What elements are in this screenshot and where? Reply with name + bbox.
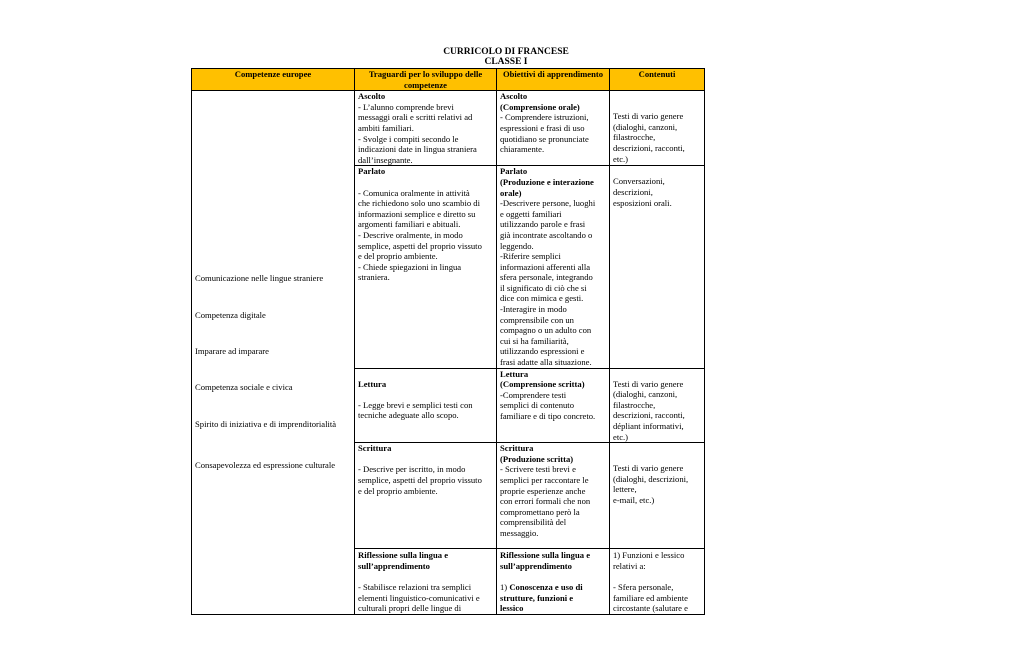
text-line: cui si ha familiarità, [500, 335, 569, 346]
header-competenze: Competenze europee [192, 69, 355, 91]
text-line: - Descrive oralmente, in modo [358, 229, 463, 240]
bold-text: strutture, funzioni e [500, 592, 574, 603]
text-line: 1) Funzioni e lessico [613, 550, 685, 561]
obiettivi-ascolto-subtitle: (Comprensione orale) [500, 101, 580, 112]
text-line: che richiedono solo uno scambio di [358, 198, 480, 209]
text-line: argomenti familiari e abituali. [358, 219, 461, 230]
obiettivi-scrittura [497, 443, 610, 549]
obiettivi-scrittura-title: Scrittura [500, 443, 534, 454]
text-line: e del proprio ambiente. [358, 251, 438, 262]
text-line: messaggio. [500, 527, 539, 538]
text-line: chiaramente. [500, 144, 545, 155]
traguardi-ascolto-title: Ascolto [358, 91, 386, 102]
obiettivi-lettura [497, 368, 610, 443]
text-line: -Interagire in modo [500, 304, 567, 315]
text-line: descrizioni, [613, 186, 653, 197]
spacer [358, 177, 493, 188]
text-line: leggendo. [500, 240, 534, 251]
traguardi-lettura-title: Lettura [358, 378, 387, 389]
traguardi-ascolto [355, 91, 497, 166]
spacer [613, 571, 701, 582]
text-line: - Chiede spiegazioni in lingua [358, 261, 462, 272]
competenza-4: Competenza sociale e civica [195, 382, 293, 393]
contenuti-parlato [610, 166, 705, 368]
text-line: etc.) [613, 431, 629, 442]
text-line: Testi di vario genere [613, 378, 684, 389]
competenze-cell [192, 91, 355, 615]
contenuti-ascolto [610, 91, 705, 166]
text-line: Testi di vario genere [613, 111, 684, 122]
text-line: - L’alunno comprende brevi [358, 101, 454, 112]
text-line: espressioni e frasi di uso [500, 122, 585, 133]
text-line: indicazioni date in lingua straniera [358, 144, 477, 155]
text-line [500, 582, 606, 593]
obiettivi-parlato-subtitle: (Produzione e interazione [500, 176, 594, 187]
text-line: - Comunica oralmente in attività [358, 187, 470, 198]
text-line: utilizzando parole e frasi [500, 219, 586, 230]
text-line: filastrocche, [613, 399, 656, 410]
text-line: sfera personale, integrando [500, 272, 593, 283]
traguardi-scrittura [355, 443, 497, 549]
spacer [358, 454, 493, 465]
obiettivi-lettura-title: Lettura [500, 368, 529, 379]
text-line: - Descrive per iscritto, in modo [358, 464, 466, 475]
text-line: semplice, aspetti del proprio vissuto [358, 474, 482, 485]
text-line: semplici per raccontare le [500, 474, 589, 485]
obiettivi-scrittura-subtitle: (Produzione scritta) [500, 453, 574, 464]
text-line: (dialoghi, canzoni, [613, 121, 678, 132]
traguardi-riflessione-title: Riflessione sulla lingua e [358, 550, 449, 561]
text-line: messaggi orali e scritti relativi ad [358, 112, 473, 123]
text-line: comprensibilità del [500, 517, 567, 528]
text-line: filastrocche, [613, 132, 656, 143]
competenza-3: Imparare ad imparare [195, 346, 269, 357]
text-line: (dialoghi, canzoni, [613, 389, 678, 400]
row-ascolto [192, 91, 705, 166]
competenza-6: Consapevolezza ed espressione culturale [195, 460, 336, 471]
contenuti-riflessione [610, 549, 705, 615]
obiettivi-riflessione [497, 549, 610, 615]
spacer [358, 389, 493, 400]
text-line: (dialoghi, descrizioni, [613, 473, 689, 484]
competenza-2: Competenza digitale [195, 310, 266, 321]
text-line: compagno o un adulto con [500, 325, 592, 336]
traguardi-riflessione-title-2: sull’apprendimento [358, 560, 430, 571]
spacer [500, 571, 606, 582]
text-line: quotidiano se pronunciate [500, 133, 589, 144]
text-line: ambiti familiari. [358, 122, 414, 133]
text-line: - Svolge i compiti secondo le [358, 133, 459, 144]
obiettivi-riflessione-title: Riflessione sulla lingua e [500, 550, 591, 561]
competenza-1: Comunicazione nelle lingue straniere [195, 273, 324, 284]
text-line: esposizioni orali. [613, 197, 672, 208]
text-line: elementi linguistico-comunicativi e [358, 592, 480, 603]
contenuti-scrittura [610, 443, 705, 549]
text-line: descrizioni, racconti, [613, 142, 685, 153]
contenuti-lettura [610, 368, 705, 443]
spacer [358, 571, 493, 582]
header-contenuti: Contenuti [610, 69, 705, 91]
text-line: descrizioni, racconti, [613, 410, 685, 421]
document-title: CURRICOLO DI FRANCESE [443, 47, 569, 57]
text-line: e del proprio ambiente. [358, 485, 438, 496]
text-line: Conversazioni, [613, 176, 665, 187]
text-line: - Comprendere istruzioni, [500, 112, 589, 123]
text-line: relativi a: [613, 560, 646, 571]
text-line: dépliant informativi, [613, 421, 684, 431]
text-line: -Descrivere persone, luoghi [500, 198, 596, 209]
text-line: -Comprendere testi [500, 389, 567, 400]
text-line: proprie esperienze anche [500, 485, 586, 496]
obiettivi-ascolto [497, 91, 610, 166]
text-line: - Sfera personale, [613, 581, 674, 592]
text-line: il significato di ciò che si [500, 282, 587, 293]
text-line: frasi adatte alla situazione. [500, 357, 592, 368]
text-line: e-mail, etc.) [613, 494, 655, 505]
traguardi-parlato-title: Parlato [358, 166, 386, 177]
document-subtitle: CLASSE I [484, 57, 528, 67]
text-line: utilizzando espressioni e [500, 346, 585, 357]
text-line: culturali propri delle lingue di [358, 603, 462, 614]
text-line: - Scrivere testi brevi e [500, 464, 576, 475]
text-line: semplici di contenuto [500, 400, 574, 411]
competenza-5: Spirito di iniziativa e di imprenditorialità [195, 419, 337, 430]
text-line: familiare e di tipo concreto. [500, 411, 596, 421]
text-line: - Legge brevi e semplici testi con [358, 399, 473, 410]
obiettivi-riflessione-title-2: sull’apprendimento [500, 560, 572, 571]
text-line: dice con mimica e gesti. [500, 293, 584, 304]
text-line: già incontrate ascoltando o [500, 229, 593, 240]
text-line: informazioni semplice e diretto su [358, 208, 476, 219]
text-line: straniera. [358, 272, 390, 283]
header-obiettivi: Obiettivi di apprendimento [497, 69, 610, 91]
text-line: - Stabilisce relazioni tra semplici [358, 581, 472, 592]
header-row [192, 69, 705, 91]
traguardi-parlato [355, 166, 497, 368]
curriculum-table [191, 68, 705, 615]
text-line: dall’insegnante. [358, 154, 413, 165]
text-line: etc.) [613, 153, 629, 164]
text-line: circostante (salutare e [613, 603, 688, 614]
traguardi-riflessione [355, 549, 497, 615]
text-line: tecniche adeguate allo scopo. [358, 410, 459, 421]
obiettivi-parlato-subtitle-2: orale) [500, 187, 522, 198]
text-line: e oggetti familiari [500, 208, 562, 219]
text-line: Testi di vario genere [613, 463, 684, 474]
obiettivi-parlato-title: Parlato [500, 166, 528, 177]
text-line: semplice, aspetti del proprio vissuto [358, 240, 482, 251]
text-line: -Riferire semplici [500, 251, 561, 262]
text-line: comprensibile con un [500, 314, 574, 325]
obiettivi-parlato [497, 166, 610, 368]
text-line: con errori formali che non [500, 496, 591, 507]
text-line: compromettano però la [500, 506, 580, 517]
bold-text: lessico [500, 603, 524, 614]
text-line: familiare ed ambiente [613, 592, 688, 603]
obiettivi-ascolto-title: Ascolto [500, 91, 528, 102]
bold-text: Conoscenza e uso di [509, 581, 583, 592]
traguardi-scrittura-title: Scrittura [358, 443, 392, 454]
traguardi-lettura [355, 368, 497, 443]
text-line: lettere, [613, 484, 637, 495]
header-traguardi: Traguardi per lo sviluppo delle competenze [355, 69, 497, 91]
list-number: 1) [500, 581, 508, 592]
obiettivi-lettura-subtitle: (Comprensione scritta) [500, 379, 585, 390]
text-line: informazioni afferenti alla [500, 261, 591, 272]
